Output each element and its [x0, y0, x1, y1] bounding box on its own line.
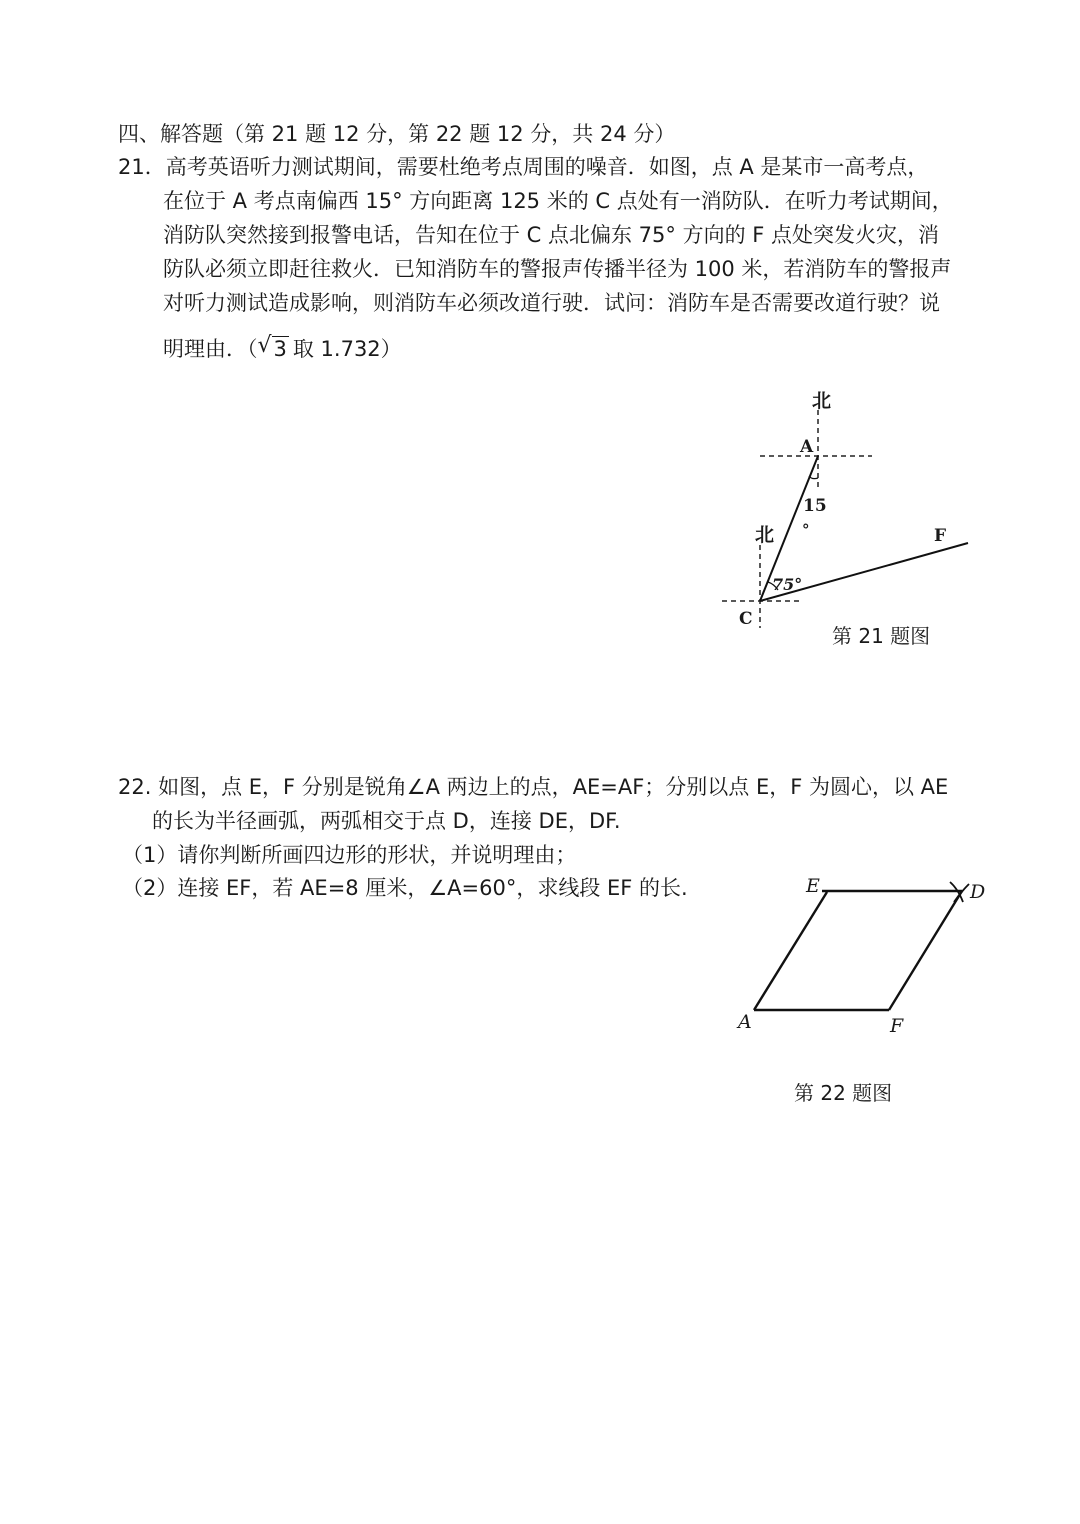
label-north-top: 北: [812, 390, 832, 412]
label-c: C: [739, 609, 753, 629]
sqrt-expression: √ 3: [257, 333, 287, 361]
label-d: D: [970, 881, 986, 903]
q21-line-3: 消防队突然接到报警电话，告知在位于 C 点北偏东 75° 方向的 F 点处突发火灾，消: [163, 223, 940, 247]
figure-22-caption: 第 22 题图: [794, 1081, 893, 1105]
segment-ae: [754, 892, 827, 1010]
label-angle-75: 75°: [772, 575, 803, 594]
q21-line-5: 对听力测试造成影响，则消防车必须改道行驶．试问：消防车是否需要改道行驶？说: [163, 291, 940, 315]
q21-last-prefix: 明理由．（: [163, 337, 258, 361]
q21-last-suffix: 取 1.732）: [292, 337, 402, 361]
label-north-c: 北: [755, 524, 775, 546]
label-f22: F: [890, 1015, 904, 1037]
q21-line-2: 在位于 A 考点南偏西 15° 方向距离 125 米的 C 点处有一消防队．在听力考试期间，: [163, 189, 953, 213]
section-header: 四、解答题（第 21 题 12 分，第 22 题 12 分，共 24 分）: [118, 122, 676, 146]
q22-line-1: 22. 如图，点 E，F 分别是锐角∠A 两边上的点，AE=AF；分别以点 E，F 为圆心，以 AE: [118, 775, 949, 799]
q22-line-2: 的长为半径画弧，两弧相交于点 D，连接 DE，DF.: [152, 809, 621, 833]
label-a22: A: [738, 1011, 752, 1033]
label-a: A: [800, 437, 814, 457]
q22-line-3: （1）请你判断所画四边形的形状，并说明理由；: [122, 843, 577, 867]
figure-21-caption: 第 21 题图: [832, 624, 931, 648]
q21-line-4: 防队必须立即赶往救火．已知消防车的警报声传播半径为 100 米，若消防车的警报声: [163, 257, 952, 281]
q22-line-4: （2）连接 EF，若 AE=8 厘米，∠A=60°，求线段 EF 的长.: [122, 876, 688, 900]
q21-line-1: 21．高考英语听力测试期间，需要杜绝考点周围的噪音．如图，点 A 是某市一高考点，: [118, 155, 929, 179]
sqrt-argument: 3: [273, 337, 287, 361]
label-angle-15: 15: [803, 496, 827, 516]
label-angle-deg: °: [802, 521, 810, 539]
label-e: E: [806, 875, 820, 897]
label-f: F: [934, 526, 947, 546]
segment-df: [889, 891, 962, 1010]
